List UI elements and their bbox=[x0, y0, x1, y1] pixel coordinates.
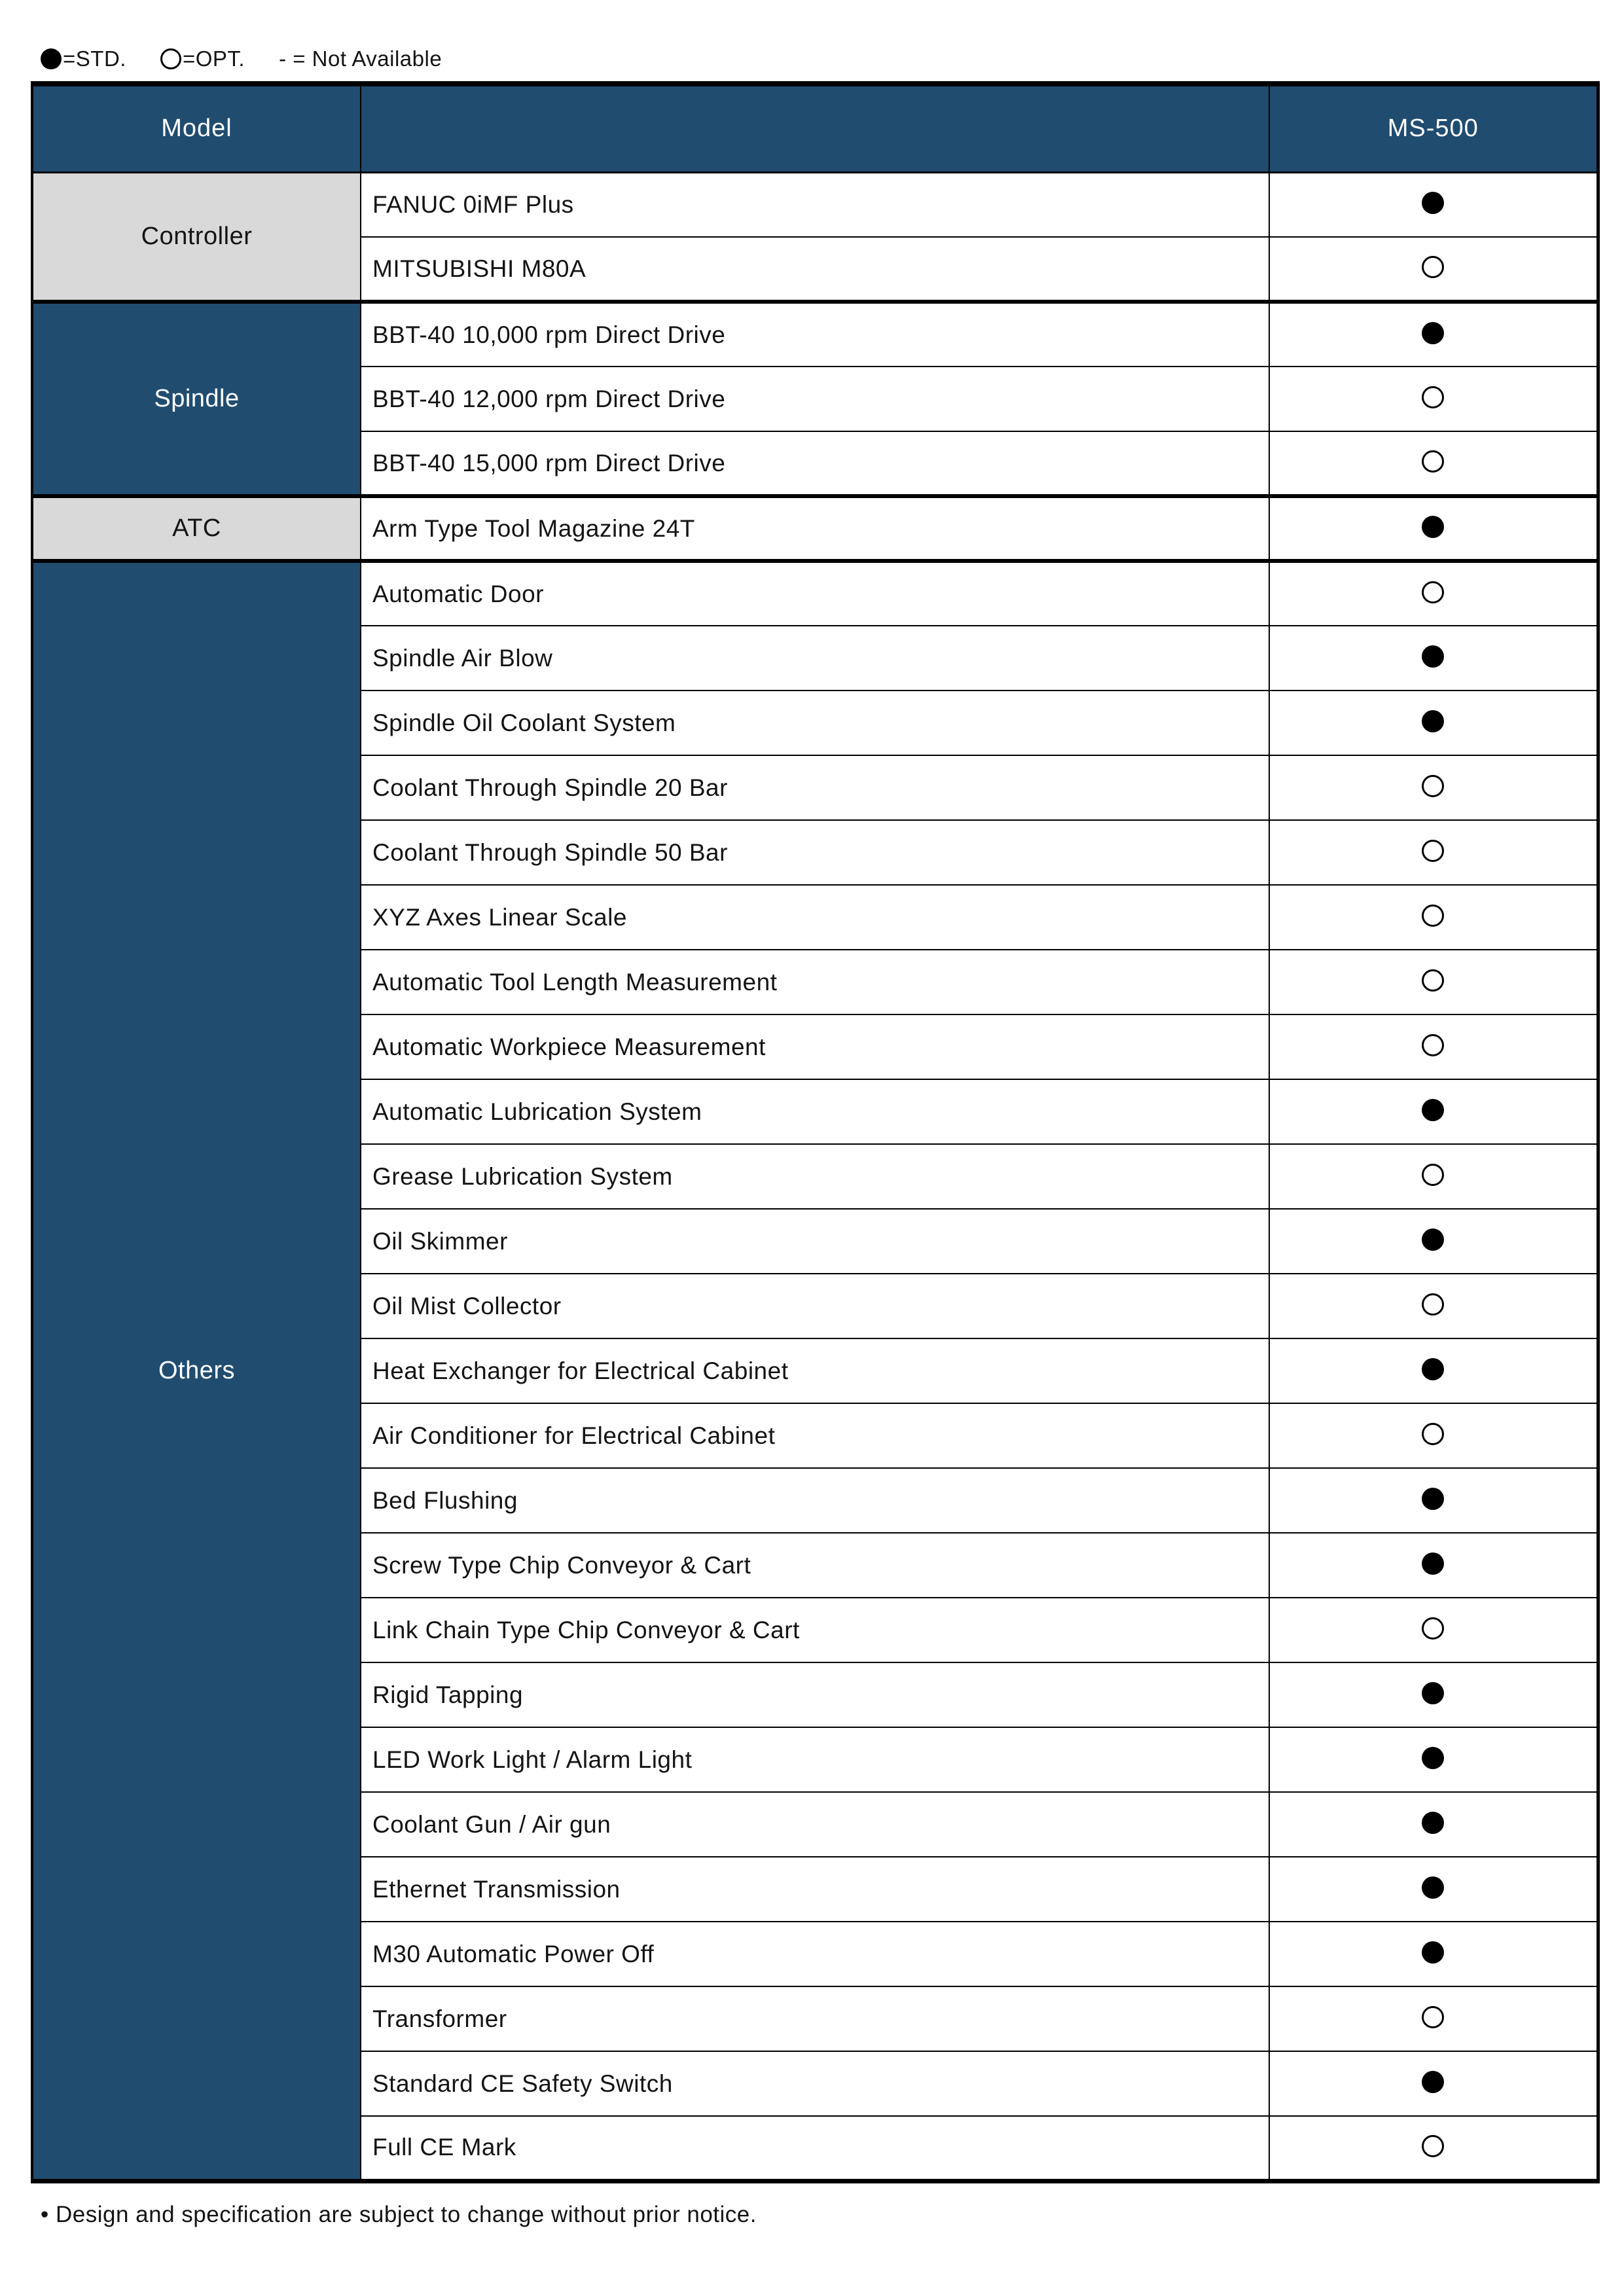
std-filled-circle-icon bbox=[1422, 1812, 1444, 1834]
value-cell bbox=[1269, 431, 1598, 496]
item-cell: Standard CE Safety Switch bbox=[361, 2051, 1269, 2116]
legend-std-label: =STD. bbox=[63, 46, 126, 71]
item-cell: Screw Type Chip Conveyor & Cart bbox=[361, 1533, 1269, 1598]
std-filled-circle-icon bbox=[1422, 1552, 1444, 1575]
item-cell: Bed Flushing bbox=[361, 1468, 1269, 1533]
table-row bbox=[32, 496, 1598, 561]
value-cell bbox=[1269, 1792, 1598, 1857]
item-cell: Coolant Through Spindle 50 Bar bbox=[361, 820, 1269, 885]
item-cell: Arm Type Tool Magazine 24T bbox=[361, 496, 1269, 561]
spec-table bbox=[31, 81, 1600, 2183]
opt-open-circle-icon bbox=[1422, 1164, 1444, 1186]
opt-open-circle-icon bbox=[1422, 581, 1444, 603]
opt-open-circle-icon bbox=[1422, 386, 1444, 408]
value-cell bbox=[1269, 1144, 1598, 1209]
value-cell bbox=[1269, 1403, 1598, 1468]
std-filled-circle-icon bbox=[1422, 1358, 1444, 1380]
opt-open-circle-icon bbox=[1422, 775, 1444, 797]
item-cell: Grease Lubrication System bbox=[361, 1144, 1269, 1209]
std-filled-circle-icon bbox=[1422, 1941, 1444, 1964]
header-ms500-cell: MS-500 bbox=[1269, 84, 1598, 172]
value-cell bbox=[1269, 691, 1598, 755]
legend-na-label: - = Not Available bbox=[279, 46, 442, 71]
value-cell bbox=[1269, 1014, 1598, 1079]
category-cell-others: Others bbox=[32, 561, 361, 2181]
opt-open-circle-icon bbox=[1422, 1617, 1444, 1640]
std-filled-circle-icon bbox=[1422, 1682, 1444, 1704]
opt-open-circle-icon bbox=[160, 48, 181, 69]
value-cell bbox=[1269, 172, 1598, 237]
value-cell bbox=[1269, 1079, 1598, 1144]
spec-table-body bbox=[32, 172, 1598, 2181]
item-cell: M30 Automatic Power Off bbox=[361, 1922, 1269, 1986]
item-cell: BBT-40 12,000 rpm Direct Drive bbox=[361, 367, 1269, 431]
spec-table-header bbox=[32, 84, 1598, 172]
value-cell bbox=[1269, 1533, 1598, 1598]
item-cell: Heat Exchanger for Electrical Cabinet bbox=[361, 1338, 1269, 1403]
value-cell bbox=[1269, 1727, 1598, 1792]
opt-open-circle-icon bbox=[1422, 1423, 1444, 1445]
value-cell bbox=[1269, 1468, 1598, 1533]
value-cell bbox=[1269, 626, 1598, 691]
legend-std bbox=[41, 46, 126, 71]
item-cell: Air Conditioner for Electrical Cabinet bbox=[361, 1403, 1269, 1468]
value-cell bbox=[1269, 367, 1598, 431]
std-filled-circle-icon bbox=[1422, 1488, 1444, 1510]
item-cell: Automatic Door bbox=[361, 561, 1269, 626]
value-cell bbox=[1269, 1598, 1598, 1662]
category-cell-atc: ATC bbox=[32, 496, 361, 561]
value-cell bbox=[1269, 1986, 1598, 2051]
std-filled-circle-icon bbox=[1422, 1229, 1444, 1251]
item-cell: Link Chain Type Chip Conveyor & Cart bbox=[361, 1598, 1269, 1662]
item-cell: Spindle Oil Coolant System bbox=[361, 691, 1269, 755]
std-filled-circle-icon bbox=[1422, 516, 1444, 538]
item-cell: Transformer bbox=[361, 1986, 1269, 2051]
opt-open-circle-icon bbox=[1422, 450, 1444, 473]
item-cell: FANUC 0iMF Plus bbox=[361, 172, 1269, 237]
item-cell: Ethernet Transmission bbox=[361, 1857, 1269, 1922]
footer-note: • Design and specification are subject to change without prior notice. bbox=[41, 2202, 757, 2227]
std-filled-circle-icon bbox=[1422, 322, 1444, 344]
item-cell: MITSUBISHI M80A bbox=[361, 237, 1269, 302]
table-row bbox=[32, 561, 1598, 626]
item-cell: XYZ Axes Linear Scale bbox=[361, 885, 1269, 950]
item-cell: Rigid Tapping bbox=[361, 1662, 1269, 1727]
std-filled-circle-icon bbox=[1422, 2071, 1444, 2093]
opt-open-circle-icon bbox=[1422, 256, 1444, 278]
item-cell: Full CE Mark bbox=[361, 2116, 1269, 2181]
category-cell-controller: Controller bbox=[32, 172, 361, 302]
legend-opt bbox=[160, 46, 245, 71]
opt-open-circle-icon bbox=[1422, 2135, 1444, 2157]
value-cell bbox=[1269, 561, 1598, 626]
std-filled-circle-icon bbox=[1422, 192, 1444, 214]
value-cell bbox=[1269, 1857, 1598, 1922]
value-cell bbox=[1269, 950, 1598, 1014]
legend-not-available bbox=[279, 46, 442, 71]
value-cell bbox=[1269, 2116, 1598, 2181]
item-cell: BBT-40 15,000 rpm Direct Drive bbox=[361, 431, 1269, 496]
opt-open-circle-icon bbox=[1422, 1034, 1444, 1056]
opt-open-circle-icon bbox=[1422, 905, 1444, 927]
item-cell: Coolant Through Spindle 20 Bar bbox=[361, 755, 1269, 820]
item-cell: Automatic Workpiece Measurement bbox=[361, 1014, 1269, 1079]
value-cell bbox=[1269, 820, 1598, 885]
item-cell: Automatic Lubrication System bbox=[361, 1079, 1269, 1144]
std-filled-circle-icon bbox=[1422, 645, 1444, 668]
value-cell bbox=[1269, 1209, 1598, 1274]
std-filled-circle-icon bbox=[41, 48, 62, 69]
value-cell bbox=[1269, 2051, 1598, 2116]
header-spacer-cell bbox=[361, 84, 1269, 172]
category-cell-spindle: Spindle bbox=[32, 302, 361, 496]
value-cell bbox=[1269, 1662, 1598, 1727]
std-filled-circle-icon bbox=[1422, 1876, 1444, 1899]
opt-open-circle-icon bbox=[1422, 969, 1444, 992]
legend bbox=[41, 43, 476, 75]
item-cell: Coolant Gun / Air gun bbox=[361, 1792, 1269, 1857]
value-cell bbox=[1269, 1338, 1598, 1403]
item-cell: Automatic Tool Length Measurement bbox=[361, 950, 1269, 1014]
value-cell bbox=[1269, 1922, 1598, 1986]
opt-open-circle-icon bbox=[1422, 840, 1444, 862]
opt-open-circle-icon bbox=[1422, 2006, 1444, 2028]
header-row bbox=[32, 84, 1598, 172]
value-cell bbox=[1269, 302, 1598, 367]
value-cell bbox=[1269, 496, 1598, 561]
header-model-cell: Model bbox=[32, 84, 361, 172]
value-cell bbox=[1269, 237, 1598, 302]
table-row bbox=[32, 172, 1598, 237]
item-cell: BBT-40 10,000 rpm Direct Drive bbox=[361, 302, 1269, 367]
std-filled-circle-icon bbox=[1422, 710, 1444, 732]
item-cell: Oil Mist Collector bbox=[361, 1274, 1269, 1338]
value-cell bbox=[1269, 1274, 1598, 1338]
std-filled-circle-icon bbox=[1422, 1747, 1444, 1769]
item-cell: LED Work Light / Alarm Light bbox=[361, 1727, 1269, 1792]
value-cell bbox=[1269, 755, 1598, 820]
table-row bbox=[32, 302, 1598, 367]
legend-opt-label: =OPT. bbox=[182, 46, 245, 71]
item-cell: Oil Skimmer bbox=[361, 1209, 1269, 1274]
std-filled-circle-icon bbox=[1422, 1099, 1444, 1121]
value-cell bbox=[1269, 885, 1598, 950]
item-cell: Spindle Air Blow bbox=[361, 626, 1269, 691]
opt-open-circle-icon bbox=[1422, 1293, 1444, 1316]
